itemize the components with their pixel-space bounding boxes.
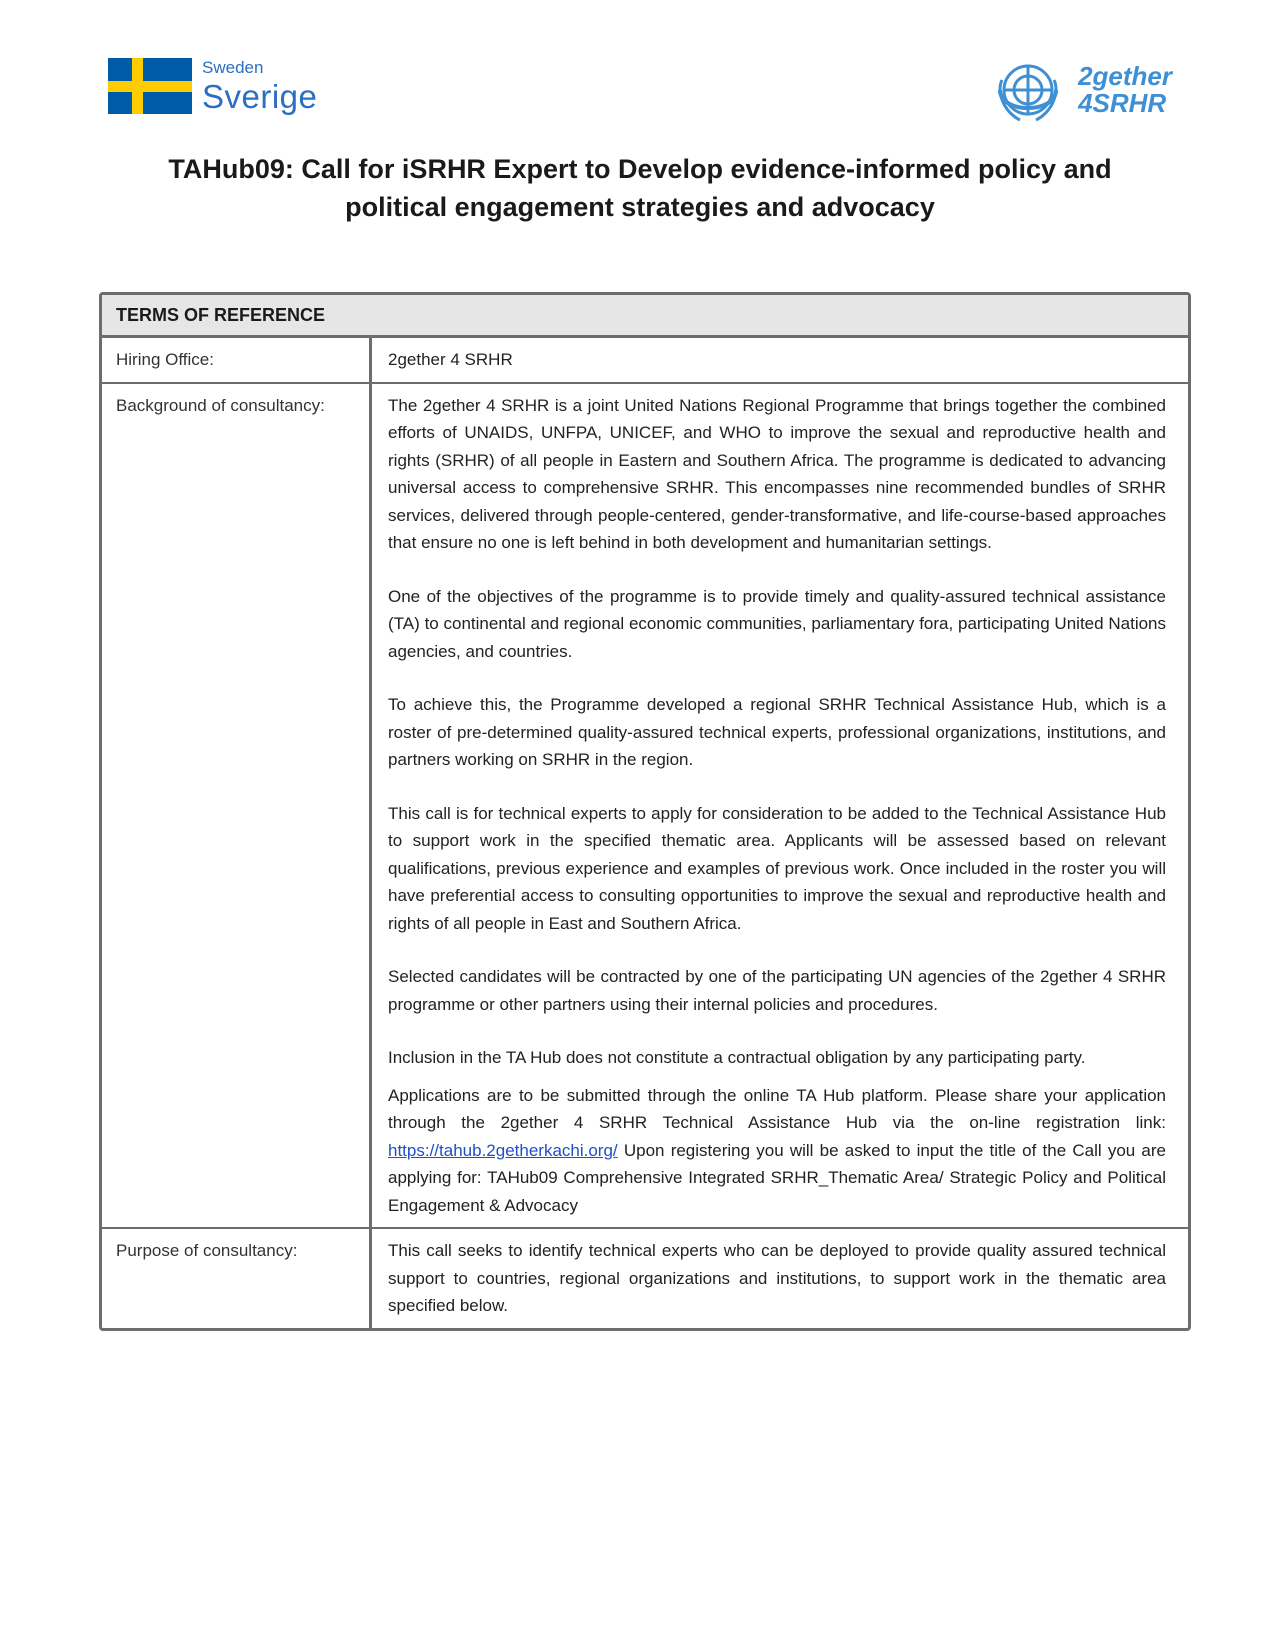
row-label: Hiring Office: [102, 338, 372, 382]
together-line1: 2gether [1078, 60, 1172, 91]
together-4-srhr-logo [990, 52, 1172, 128]
row-label: Purpose of consultancy: [102, 1229, 372, 1328]
row-label: Background of consultancy: [102, 384, 372, 1228]
paragraph: Selected candidates will be contracted by one of the participating UN agencies of the 2gether 4 SRHR programme or other partners using their internal policies and procedures. [388, 967, 1166, 1014]
registration-link[interactable]: https://tahub.2getherkachi.org/ [388, 1140, 618, 1160]
table-header: TERMS OF REFERENCE [102, 295, 1188, 338]
paragraph: One of the objectives of the programme is to provide timely and quality-assured technical assistance (TA) to continental and regional economic communities, parliamentary fora, participating United Nations agencies, and countries. [388, 586, 1166, 661]
apply-text: Applications are to be submitted through the online TA Hub platform. Please share your application through the 2gether 4 SRHR Technical Assistance Hub via the on-line registration link: [388, 1085, 1166, 1132]
paragraph: To achieve this, the Programme developed a regional SRHR Technical Assistance Hub, which is a roster of pre-determined quality-assured technical experts, professional organizations, institutions, and partners working on SRHR in the region. [388, 695, 1166, 769]
table-row-purpose [102, 1227, 1188, 1328]
application-paragraph [388, 1082, 1166, 1220]
row-content [372, 338, 1188, 382]
together-line2: 4SRHR [1078, 88, 1167, 118]
apply-text-after: Upon registering you will be asked to input the title of the Call you are applying for: TAHub09 Comprehensive Integrated SRHR_Thematic Area/ Strategic Policy and Political Engagement & Advocacy [388, 1140, 1166, 1215]
sweden-wordmark [202, 59, 317, 113]
row-content [372, 1229, 1188, 1328]
paragraph: 2gether 4 SRHR [388, 350, 513, 369]
paragraph: The 2gether 4 SRHR is a joint United Nations Regional Programme that brings together the combined efforts of UNAIDS, UNFPA, UNICEF, and WHO to improve the sexual and reproductive health and rights (SRHR) of all people in Eastern and Southern Africa. The programme is dedicated to advancing universal access to comprehensive SRHR. This encompasses nine recommended bundles of SRHR services, delivered through people-centered, gender-transformative, and life-course-based approaches that ensure no one is left behind in both development and humanitarian settings. [388, 395, 1166, 552]
paragraph: This call seeks to identify technical experts who can be deployed to provide quality assured technical support to countries, regional organizations and institutions, to support work in the thematic area specified below. [388, 1241, 1166, 1315]
table-row-hiring-office [102, 338, 1188, 382]
swedish-flag-icon [108, 58, 192, 114]
row-content [372, 384, 1188, 1228]
table-row-background [102, 382, 1188, 1228]
sweden-small-text: Sweden [202, 58, 264, 77]
sweden-logo [108, 58, 317, 114]
un-emblem-icon [990, 52, 1066, 128]
together-wordmark [1078, 60, 1172, 118]
sverige-text: Sverige [202, 78, 318, 115]
terms-of-reference-table [99, 292, 1191, 1331]
paragraph: This call is for technical experts to apply for consideration to be added to the Technical Assistance Hub to support work in the specified thematic area. Applicants will be assessed based on relevant qualifications, previous experience and examples of previous work. Once included in the roster you will have preferential access to consulting opportunities to improve the sexual and reproductive health and rights of all people in East and Southern Africa. [388, 803, 1166, 933]
paragraph: Inclusion in the TA Hub does not constitute a contractual obligation by any participating party. [388, 1048, 1086, 1067]
document-title: TAHub09: Call for iSRHR Expert to Develop evidence-informed policy and political engagement strategies and advocacy [168, 154, 1112, 222]
